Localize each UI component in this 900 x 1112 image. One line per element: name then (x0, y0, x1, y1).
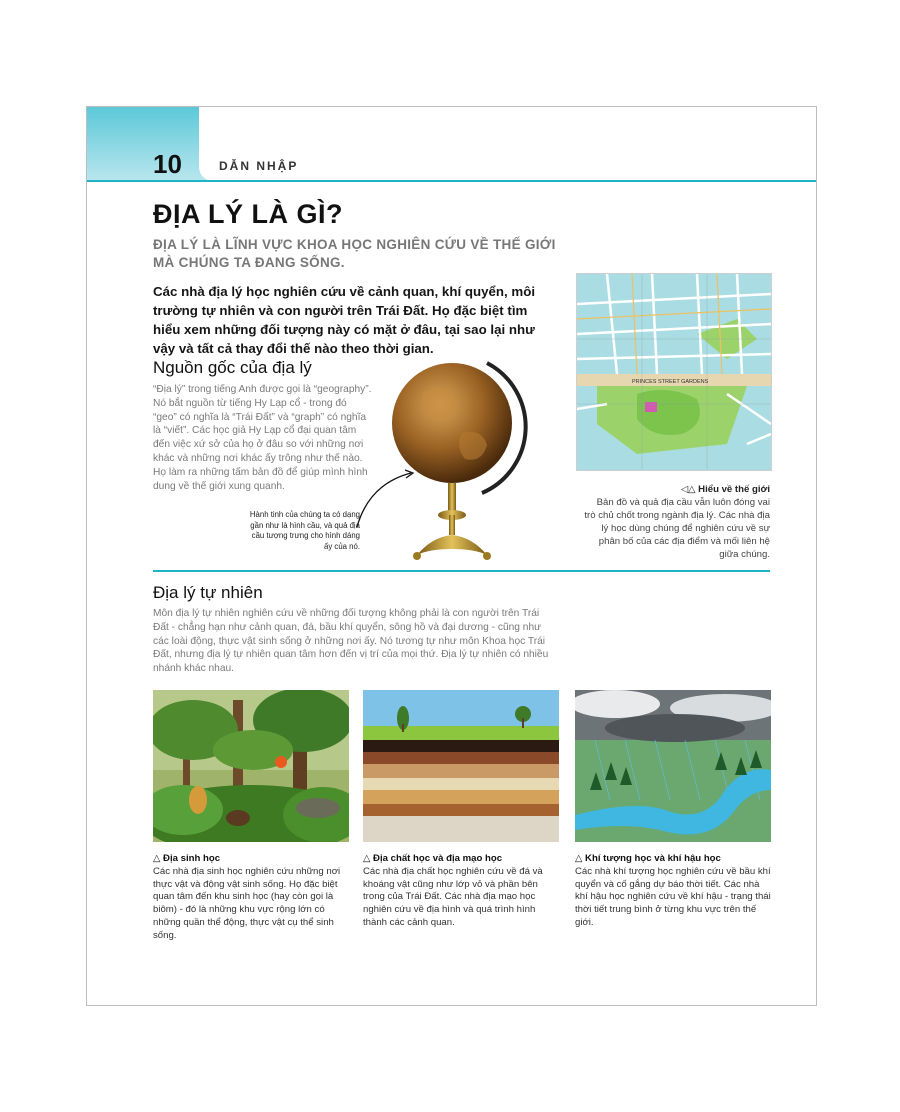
panel-meteorology-caption (575, 853, 771, 930)
header-rule (87, 180, 816, 182)
strata-illustration (363, 690, 559, 842)
map-caption (584, 483, 770, 561)
page-subtitle: ĐỊA LÝ LÀ LĨNH VỰC KHOA HỌC NGHIÊN CỨU VỀ THẾ GIỚI MÀ CHÚNG TA ĐANG SỐNG. (153, 237, 556, 270)
page-number: 10 (153, 149, 182, 179)
physical-heading: Địa lý tự nhiên (153, 583, 263, 602)
origin-heading: Nguồn gốc của địa lý (153, 358, 312, 377)
book-page (86, 106, 817, 1006)
physical-text: Môn địa lý tự nhiên nghiên cứu về những đối tượng không phải là con người trên Trái Đất - chẳng hạn như cảnh quan, đá, bầu khí quyển, sông hồ và đại dương - cũng như các loài động, thực vật sinh sống ở những nơi ấy. Nó tương tự như môn Khoa học Trái Đất, nhưng địa lý tự nhiên quan tâm hơn đến vị trí của mọi thứ. Địa lý tự nhiên có nhiều nhánh khác nhau. (153, 608, 549, 675)
section-divider (153, 570, 770, 572)
city-map (576, 273, 772, 471)
map-caption-text: Bản đồ và quả địa cầu vẫn luôn đóng vai trò chủ chốt trong ngành địa lý. Các nhà địa lý học dùng chúng để nghiên cứu về sự phân bố của các địa điểm và mối liên hệ giữa chúng. (584, 497, 770, 560)
panel-geology-text: Các nhà địa chất học nghiên cứu về đá và khoáng vật cũng như lớp vỏ và phần bên trong của Trái Đất. Các nhà địa mạo học nghiên cứu về địa hình và quá trình hình thành các cảnh quan. (363, 865, 543, 928)
lead-paragraph: Các nhà địa lý học nghiên cứu về cảnh quan, khí quyển, môi trường tự nhiên và con người trên Trái Đất. Họ đặc biệt tìm hiểu xem những đối tượng này có mặt ở đâu, tại sao lại như vậy và tất cả thay đổi thế nào theo thời gian. (153, 284, 536, 356)
origin-text: “Địa lý” trong tiếng Anh được gọi là “geography”. Nó bắt nguồn từ tiếng Hy Lạp cổ - trong đó “geo” có nghĩa là “Trái Đất” và “graph” có nghĩa là “viết”. Các học giả Hy Lạp cổ đại quan tâm đến việc xứ sở của họ ở đâu so với những nơi khác và những nơi khác ấy trông như thế nào. Họ làm ra những tấm bản đồ để giúp mình hình dung về thế giới xung quanh. (153, 384, 372, 492)
globe-annotation: Hành tinh của chúng ta có dạng gần như là hình cầu, và quả địa cầu tượng trưng cho hình dáng ấy của nó. (249, 510, 360, 551)
panel-biogeography-title: △ Địa sinh học (153, 853, 221, 864)
page-title: ĐỊA LÝ LÀ GÌ? (153, 199, 343, 229)
panel-biogeography-caption (153, 853, 349, 943)
section-label: DẪN NHẬP (219, 159, 299, 173)
globe-illustration (377, 343, 537, 563)
panel-biogeography-text: Các nhà địa sinh học nghiên cứu những nơi thực vật và động vật sinh sống. Họ đặc biệt quan tâm đến khu sinh học (hay còn gọi là biôm) - đó là những khu vực rộng lớn có những quần thể động, thực vật cụ thể sinh sống. (153, 865, 341, 941)
weather-illustration (575, 690, 771, 842)
map-street-label: PRINCES STREET GARDENS (632, 379, 709, 385)
panel-geology-caption (363, 853, 559, 930)
panel-geology-title: △ Địa chất học và địa mạo học (363, 853, 503, 864)
panel-meteorology-title: △ Khí tượng học và khí hậu học (575, 853, 721, 864)
jungle-illustration (153, 690, 349, 842)
page-tab (87, 107, 211, 181)
map-caption-title: ◁△ Hiểu về thế giới (680, 484, 770, 495)
panel-meteorology-text: Các nhà khí tượng học nghiên cứu về bầu khí quyển và cố gắng dự báo thời tiết. Các nhà khí hậu học nghiên cứu về khí hậu - trạng thái thời tiết trung bình ở từng khu vực trên thế giới. (575, 865, 771, 928)
